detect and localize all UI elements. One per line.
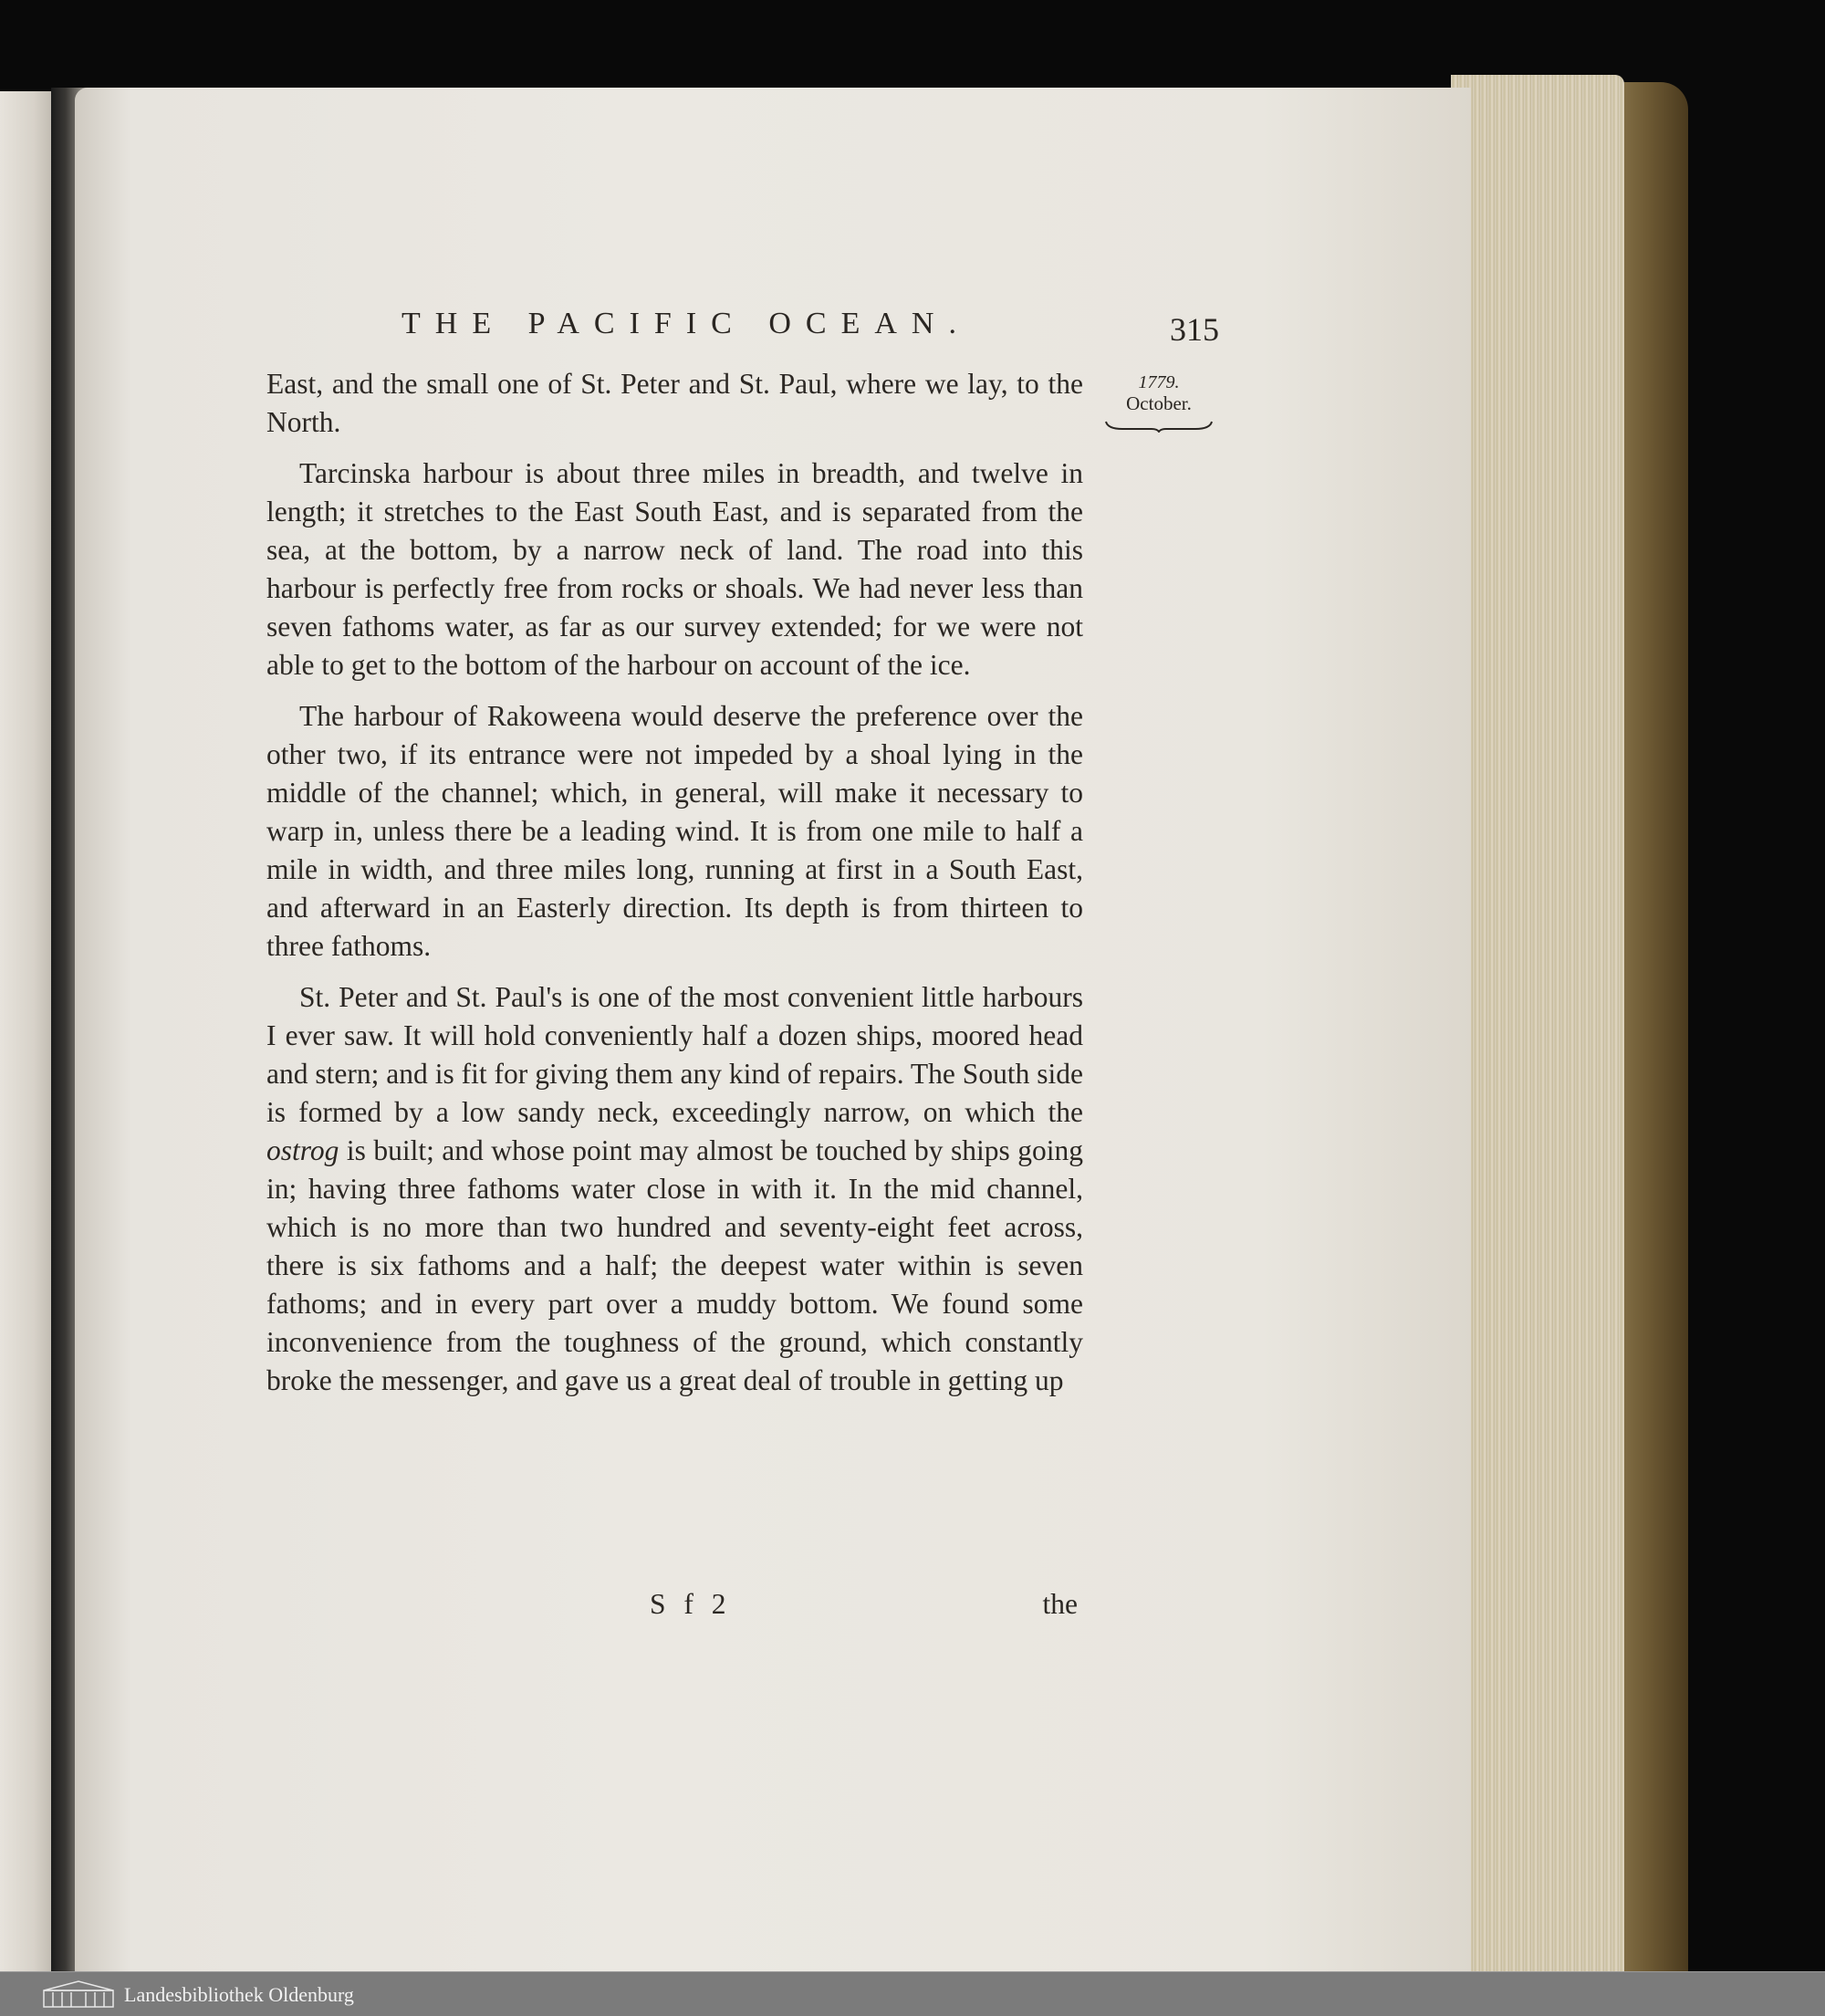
page-number: 315 (1170, 311, 1219, 348)
paragraph-4-part-2: is built; and whose point may almost be touched by ships going in; having three fathoms water close in with it. In the mid channel, which is no more than two hundred and seventy-eight feet across, there is six fathoms and a half; the deepest water within is seven fathoms; and in every part over a muddy bottom. We found some inconvenience from the toughness of the ground, which constantly broke the messenger, and gave us a great deal of trouble in getting up (266, 1134, 1083, 1396)
library-label: Landesbibliothek Oldenburg (124, 1983, 354, 2006)
margin-brace-icon (1104, 420, 1214, 433)
ostrog-italic: ostrog (266, 1134, 339, 1166)
paragraph-4 (266, 978, 1083, 1400)
left-page-edge (0, 91, 57, 1971)
library-footer-bar (0, 1971, 1825, 2016)
paragraph-2: Tarcinska harbour is about three miles in breadth, and twelve in length; it stretches to the East South East, and is separated from the sea, at the bottom, by a narrow neck of land. The road into this harbour is perfectly free from rocks or shoals. We had never less than seven fathoms water, as far as our survey extended; for we were not able to get to the bottom of the harbour on account of the ice. (266, 457, 1083, 681)
margin-note (1104, 372, 1214, 433)
body-text (266, 365, 1083, 1413)
margin-note-year: 1779. (1138, 372, 1180, 392)
paragraph-3: The harbour of Rakoweena would deserve the preference over the other two, if its entrance were not impeded by a shoal lying in the middle of the channel; which, in general, will make it necessary to warp in, unless there be a leading wind. It is from one mile to half a mile in width, and three miles long, running at first in a South East, and afterward in an Easterly direction. Its depth is from thirteen to three fathoms. (266, 700, 1083, 962)
page-stack-edge (1451, 75, 1624, 1971)
library-building-icon (42, 1979, 115, 2009)
margin-note-month: October. (1126, 392, 1192, 414)
paragraph-4-part-1: St. Peter and St. Paul's is one of the most convenient little harbours I ever saw. It will hold conveniently half a dozen ships, moored head and stern; and is fit for giving them any kind of repairs. The South side is formed by a low sandy neck, exceedingly narrow, on which the (266, 981, 1083, 1128)
catchword: the (1042, 1588, 1078, 1620)
running-title: THE PACIFIC OCEAN. (402, 307, 971, 340)
paragraph-1: East, and the small one of St. Peter and St. Paul, where we lay, to the North. (266, 368, 1083, 438)
signature-mark: S f 2 (650, 1588, 732, 1620)
